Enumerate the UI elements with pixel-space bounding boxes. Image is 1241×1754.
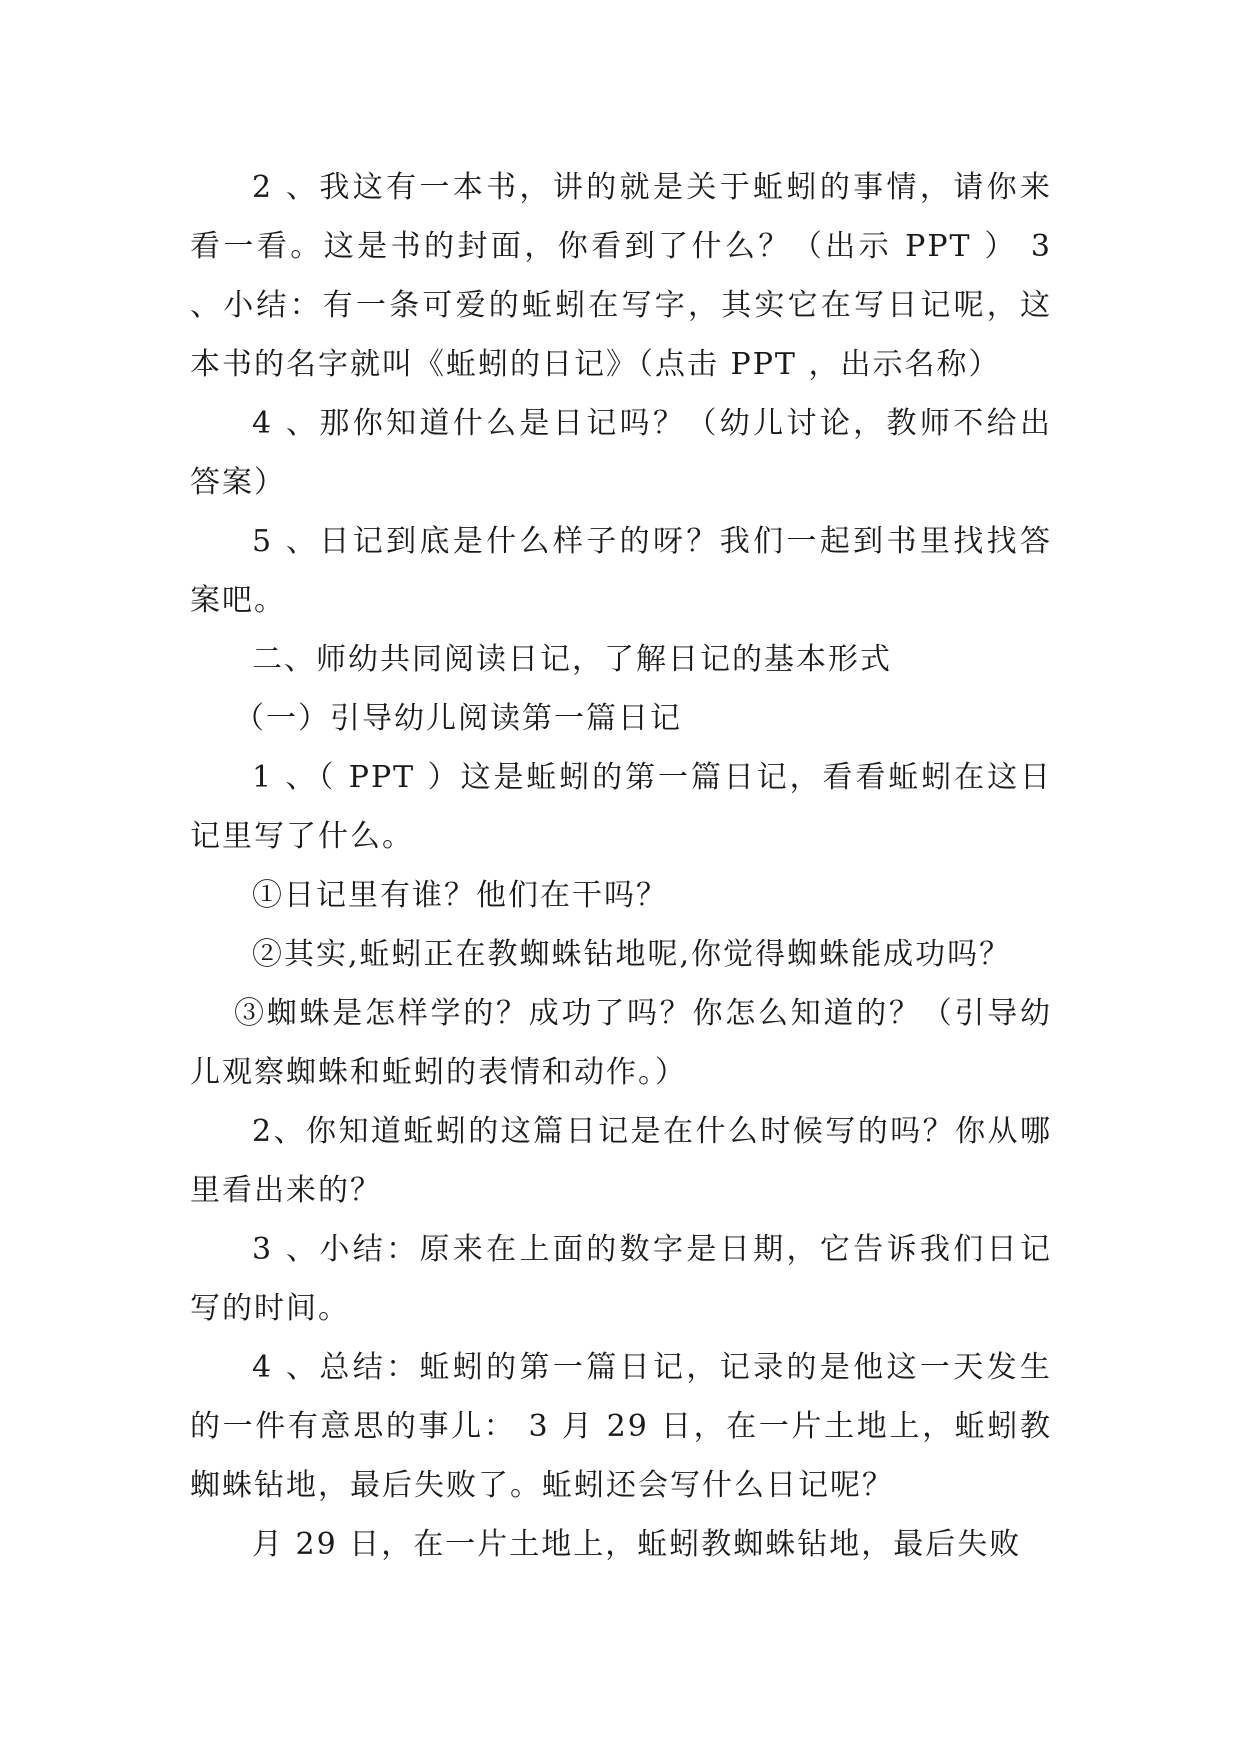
question-2: ②其实,蚯蚓正在教蜘蛛钻地呢,你觉得蜘蛛能成功吗？ (252, 937, 1012, 972)
paragraph-book-intro: 2 、我这有一本书，讲的就是关于蚯蚓的事情，请你来看一看。这是书的封面，你看到了什么？（出示 PPT ） 3 、小结：有一条可爱的蚯蚓在写字，其实它在写日记呢，这本书的名字就叫《蚯蚓的日记》（点击 PPT ，出示名称） (190, 170, 1052, 382)
paragraph-first-diary: 1 、（ PPT ）这是蚯蚓的第一篇日记，看看蚯蚓在这日记里写了什么。 (190, 760, 1052, 854)
paragraph-when-written: 2、你知道蚯蚓的这篇日记是在什么时候写的吗？你从哪里看出来的？ (190, 1114, 1052, 1208)
paragraph-continued: 月 29 日，在一片土地上，蚯蚓教蜘蛛钻地，最后失败 (252, 1527, 1022, 1562)
section-heading-2: 二、师幼共同阅读日记，了解日记的基本形式 (252, 642, 892, 677)
paragraph-summary-date: 3 、小结：原来在上面的数字是日期，它告诉我们日记写的时间。 (190, 1232, 1052, 1326)
question-1: ①日记里有谁？他们在干吗？ (252, 878, 668, 913)
subsection-heading-1: （一）引导幼儿阅读第一篇日记 (234, 701, 682, 736)
paragraph-find-answer: 5 、日记到底是什么样子的呀？我们一起到书里找找答案吧。 (190, 524, 1052, 618)
document-body (190, 158, 1052, 1574)
paragraph-conclusion: 4 、总结：蚯蚓的第一篇日记，记录的是他这一天发生的一件有意思的事儿： 3 月 29 日，在一片土地上，蚯蚓教蜘蛛钻地，最后失败了。蚯蚓还会写什么日记呢？ (190, 1350, 1052, 1503)
question-3: ③蜘蛛是怎样学的？成功了吗？你怎么知道的？（引导幼儿观察蜘蛛和蚯蚓的表情和动作。） (190, 996, 1052, 1090)
paragraph-what-is-diary: 4 、那你知道什么是日记吗？（幼儿讨论，教师不给出答案） (190, 406, 1052, 500)
